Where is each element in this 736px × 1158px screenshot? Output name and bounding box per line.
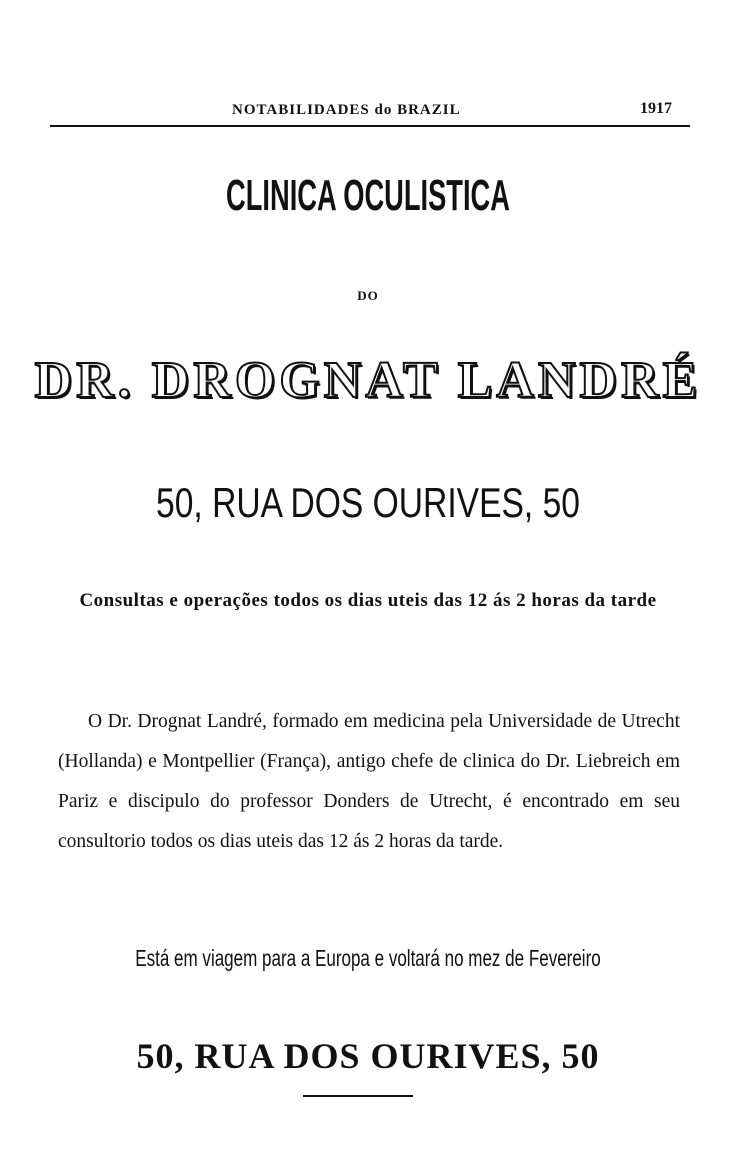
address-bottom: 50, RUA DOS OURIVES, 50: [136, 1036, 600, 1076]
doctor-name: DR. DROGNAT LANDRÉ: [34, 352, 702, 409]
doctor-biography: O Dr. Drognat Landré, formado em medicina pela Universidade de Utrecht (Hollanda) e Montpellier (França), antigo chefe de clinica do Dr. Liebreich em Pariz e discipulo do professor Donders de Utrecht, é encontrado em seu consultorio todos os dias uteis das 12 ás 2 horas da tarde.: [58, 711, 680, 852]
bottom-divider: [303, 1095, 413, 1097]
address-top: 50, RUA DOS OURIVES, 50: [156, 479, 580, 526]
clinic-title: CLINICA OCULISTICA: [226, 171, 510, 220]
publication-title: NOTABILIDADES do BRAZIL: [232, 102, 461, 118]
preposition-label: DO: [357, 288, 379, 303]
header-divider: [50, 125, 690, 127]
publication-year: 1917: [640, 100, 672, 117]
consultation-hours: Consultas e operações todos os dias uteis das 12 ás 2 horas da tarde: [79, 590, 657, 611]
travel-notice: Está em viagem para a Europa e voltará no mez de Fevereiro: [135, 945, 601, 971]
